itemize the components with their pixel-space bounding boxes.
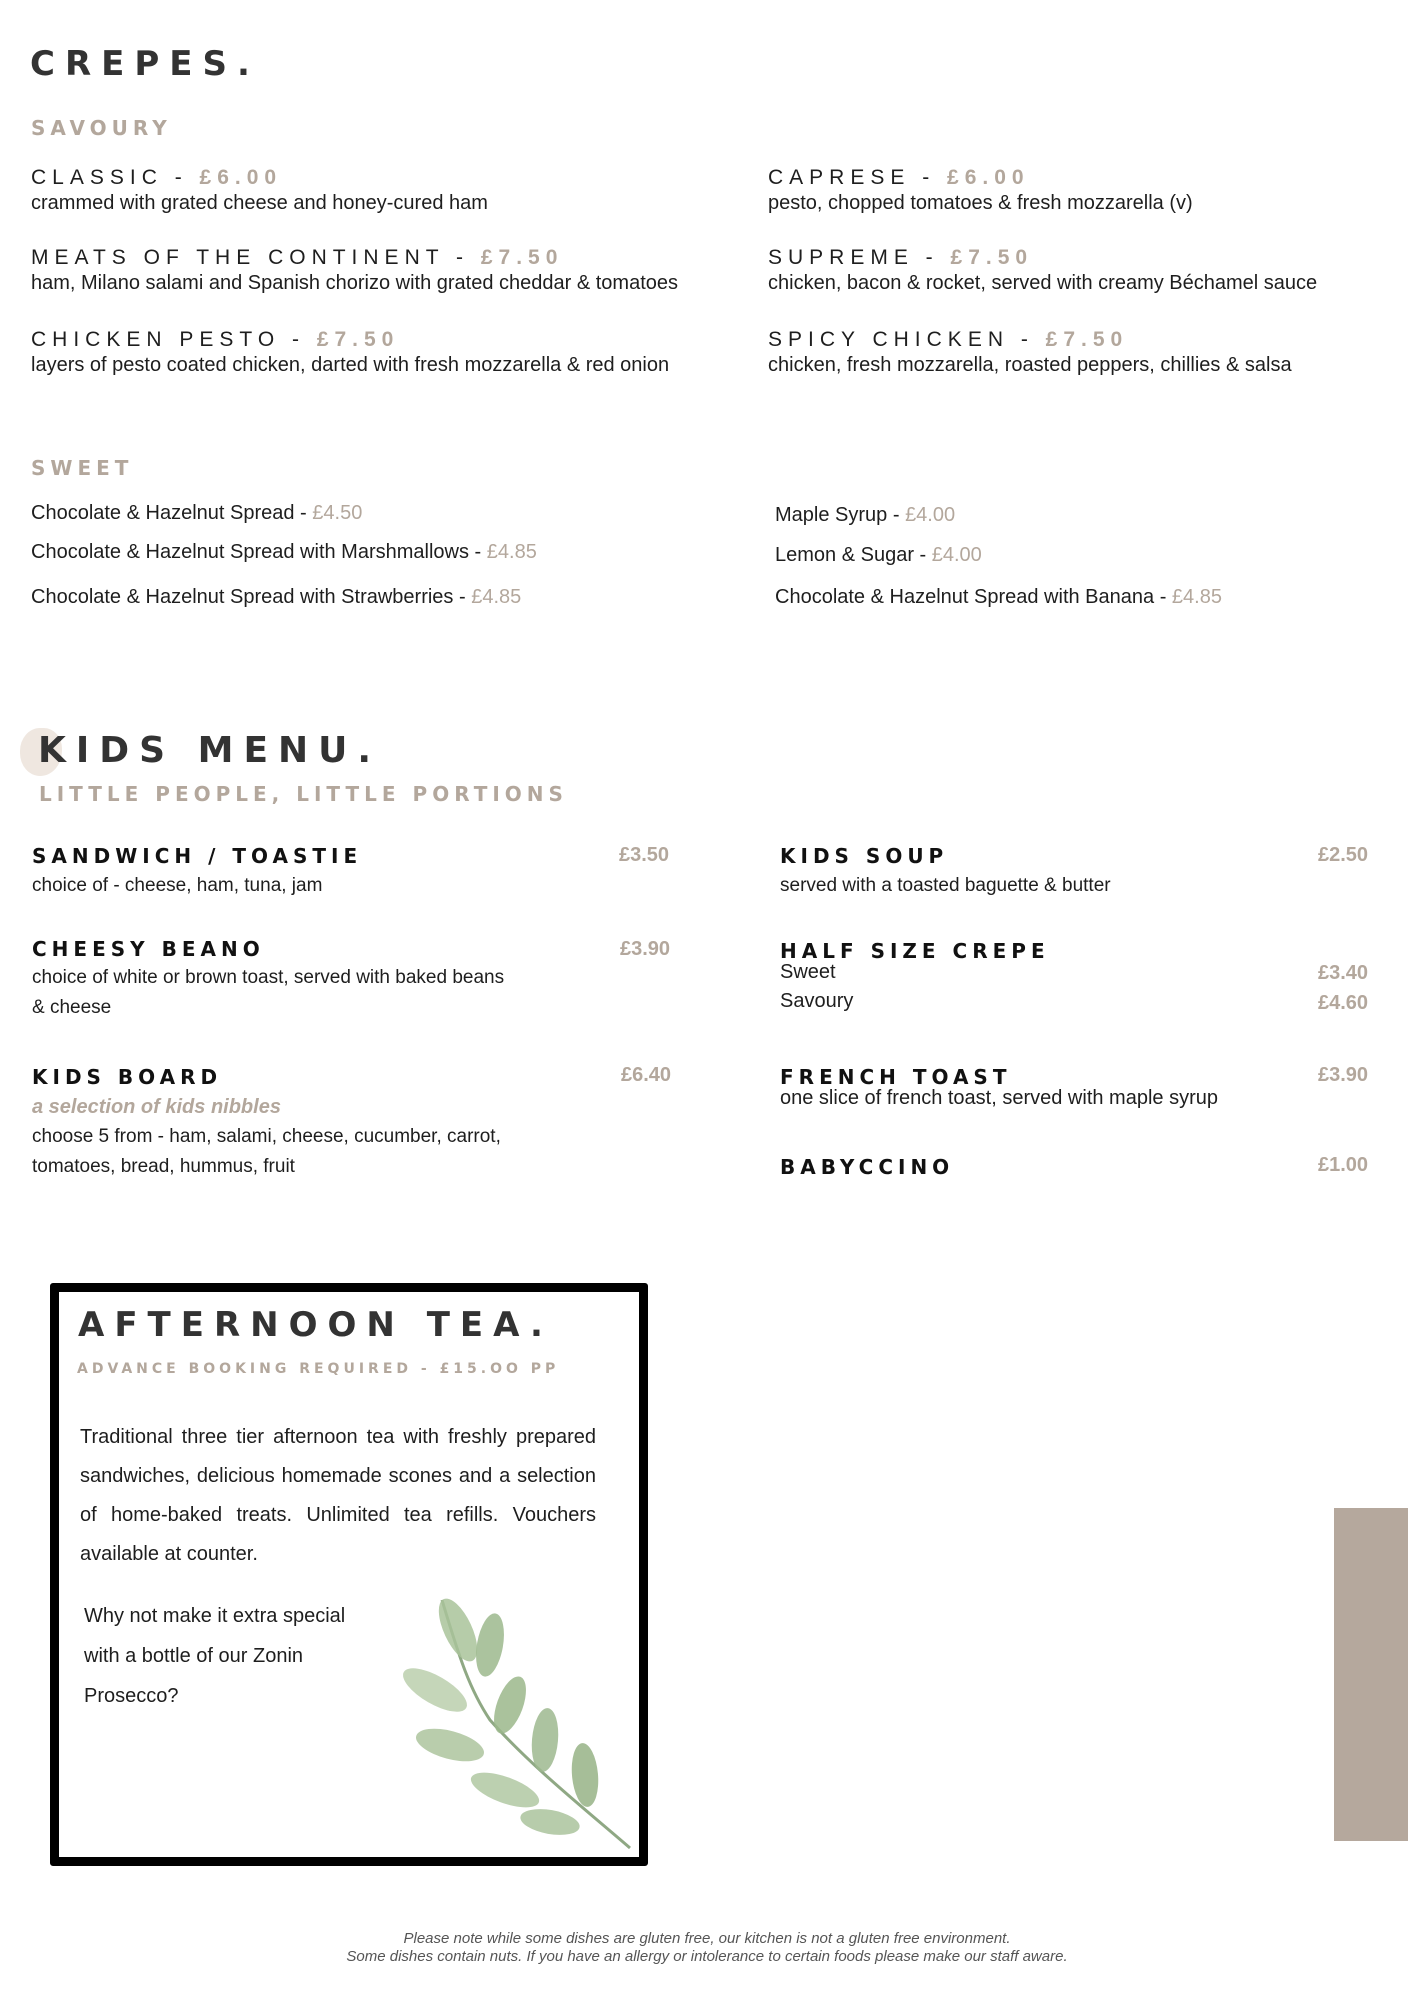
item-name: Chocolate & Hazelnut Spread with Strawberries - (31, 586, 472, 608)
item-name: Chocolate & Hazelnut Spread with Marshmallows - (31, 541, 487, 563)
item-name: SUPREME - (768, 246, 951, 269)
item-price: £6.00 (947, 166, 1030, 189)
afternoon-tea-subtitle: ADVANCE BOOKING REQUIRED - £15.OO PP (77, 1361, 560, 1377)
sweet-item (31, 541, 537, 564)
kids-item-price: £2.50 (1318, 844, 1369, 866)
kids-item-tagline: a selection of kids nibbles (32, 1096, 281, 1118)
kids-item-price: £3.90 (620, 938, 671, 960)
kids-item-description: choose 5 from - ham, salami, cheese, cucumber, carrot, (32, 1126, 501, 1147)
item-name: SPICY CHICKEN - (768, 328, 1046, 351)
kids-item-description: choice of - cheese, ham, tuna, jam (32, 875, 323, 896)
afternoon-tea-title: AFTERNOON TEA. (78, 1305, 553, 1345)
kids-item-name: BABYCCINO (780, 1155, 955, 1179)
item-name: Maple Syrup - (775, 504, 906, 526)
prosecco-text (84, 1596, 345, 1716)
kids-item-description: one slice of french toast, served with maple syrup (780, 1087, 1218, 1109)
savoury-item-supreme (768, 246, 1317, 295)
sweet-item (31, 586, 521, 609)
item-description: crammed with grated cheese and honey-cured ham (31, 192, 488, 214)
sweet-item (775, 586, 1222, 609)
savoury-item-chicken-pesto (31, 328, 669, 377)
footer-note-allergy: Some dishes contain nuts. If you have an allergy or intolerance to certain foods please make our staff aware. (346, 1948, 1068, 1965)
savoury-heading: SAVOURY (31, 116, 172, 140)
item-description: chicken, fresh mozzarella, roasted peppers, chillies & salsa (768, 354, 1292, 376)
item-description: layers of pesto coated chicken, darted with fresh mozzarella & red onion (31, 354, 670, 376)
item-price: £7.50 (480, 246, 564, 269)
kids-item-name: FRENCH TOAST (780, 1065, 1012, 1089)
kids-item-option: Sweet (780, 961, 836, 983)
item-price: £7.50 (316, 328, 400, 351)
item-price: £4.85 (471, 586, 522, 608)
olive-branch-illustration (380, 1590, 640, 1855)
savoury-item-spicy-chicken (768, 328, 1292, 377)
crepes-title: CREPES. (30, 44, 260, 84)
prosecco-line: Why not make it extra special (84, 1605, 346, 1627)
item-description: pesto, chopped tomatoes & fresh mozzarella (v) (768, 192, 1193, 214)
sweet-heading: SWEET (31, 456, 134, 480)
sweet-item (775, 544, 982, 567)
item-name: MEATS OF THE CONTINENT - (31, 246, 481, 269)
item-price: £7.50 (1045, 328, 1129, 351)
savoury-item-classic (31, 166, 488, 215)
kids-item-description: tomatoes, bread, hummus, fruit (32, 1156, 295, 1177)
item-name: CHICKEN PESTO - (31, 328, 317, 351)
kids-menu-title: KIDS MENU. (38, 730, 382, 771)
kids-item-description: & cheese (32, 997, 112, 1018)
afternoon-tea-description: Traditional three tier afternoon tea with freshly prepared sandwiches, delicious homemade scones and a selection of home-baked treats. Unlimited tea refills. Vouchers available at counter. (80, 1426, 596, 1565)
kids-item-option: Savoury (780, 990, 854, 1012)
item-price: £4.50 (312, 502, 363, 524)
kids-item-name: KIDS BOARD (32, 1065, 223, 1089)
sweet-item (775, 504, 955, 527)
item-name: Chocolate & Hazelnut Spread with Banana - (775, 586, 1172, 608)
item-name: CAPRESE - (768, 166, 948, 189)
item-description: chicken, bacon & rocket, served with creamy Béchamel sauce (768, 272, 1318, 294)
prosecco-line: with a bottle of our Zonin (84, 1645, 304, 1667)
kids-menu-subtitle: LITTLE PEOPLE, LITTLE PORTIONS (39, 782, 568, 806)
item-name: Lemon & Sugar - (775, 544, 932, 566)
savoury-item-caprese (768, 166, 1193, 215)
item-price: £4.00 (905, 504, 956, 526)
kids-item-price: £6.40 (621, 1064, 672, 1086)
footer-note-gluten: Please note while some dishes are gluten free, our kitchen is not a gluten free environment. (403, 1930, 1011, 1947)
kids-item-price: £3.90 (1318, 1064, 1369, 1086)
kids-item-name: CHEESY BEANO (32, 937, 265, 961)
item-name: CLASSIC - (31, 166, 200, 189)
item-price: £4.85 (486, 541, 537, 563)
decorative-side-bar (1334, 1508, 1408, 1841)
prosecco-line: Prosecco? (84, 1685, 179, 1707)
item-description: ham, Milano salami and Spanish chorizo with grated cheddar & tomatoes (31, 272, 679, 294)
kids-item-price: £1.00 (1318, 1154, 1369, 1176)
savoury-item-meats (31, 246, 678, 295)
kids-item-name: KIDS SOUP (780, 844, 949, 868)
item-price: £7.50 (950, 246, 1034, 269)
kids-item-description: served with a toasted baguette & butter (780, 875, 1111, 896)
kids-item-price: £3.40 (1318, 962, 1369, 984)
kids-item-price: £3.50 (619, 844, 670, 866)
kids-item-description: choice of white or brown toast, served with baked beans (32, 967, 505, 988)
kids-item-name: SANDWICH / TOASTIE (32, 844, 363, 868)
item-price: £6.00 (199, 166, 283, 189)
kids-item-name: HALF SIZE CREPE (780, 939, 1050, 963)
item-price: £4.00 (931, 544, 982, 566)
item-price: £4.85 (1171, 586, 1222, 608)
kids-item-price: £4.60 (1318, 992, 1369, 1014)
item-name: Chocolate & Hazelnut Spread - (31, 502, 313, 524)
sweet-item (31, 502, 362, 525)
